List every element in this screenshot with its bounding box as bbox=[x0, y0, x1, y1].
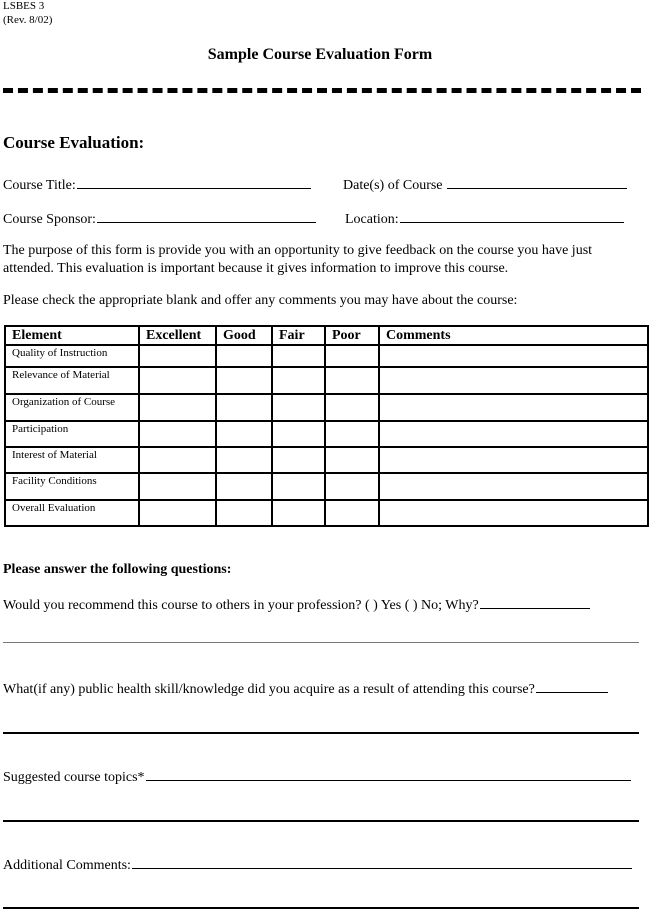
table-row bbox=[5, 421, 648, 447]
fair-cell[interactable] bbox=[272, 367, 325, 394]
excellent-cell[interactable] bbox=[139, 394, 216, 421]
location-field bbox=[345, 209, 624, 229]
row-label: Interest of Material bbox=[5, 447, 139, 473]
poor-cell[interactable] bbox=[325, 394, 379, 421]
table-row bbox=[5, 500, 648, 526]
instruction-text: Please check the appropriate blank and offer any comments you may have about the course: bbox=[3, 293, 518, 308]
comments-cell[interactable] bbox=[379, 447, 648, 473]
table-row bbox=[5, 473, 648, 500]
answer-line-comments[interactable] bbox=[3, 907, 639, 909]
fair-cell[interactable] bbox=[272, 394, 325, 421]
excellent-cell[interactable] bbox=[139, 421, 216, 447]
fair-cell[interactable] bbox=[272, 421, 325, 447]
fair-cell[interactable] bbox=[272, 500, 325, 526]
excellent-cell[interactable] bbox=[139, 500, 216, 526]
page-title: Sample Course Evaluation Form bbox=[207, 46, 433, 63]
evaluation-table bbox=[4, 325, 649, 527]
table-row bbox=[5, 345, 648, 367]
location-blank[interactable] bbox=[400, 209, 624, 223]
excellent-cell[interactable] bbox=[139, 473, 216, 500]
sponsor-blank[interactable] bbox=[97, 209, 316, 223]
good-cell[interactable] bbox=[216, 473, 272, 500]
course-title-field bbox=[3, 175, 311, 195]
comments-cell[interactable] bbox=[379, 345, 648, 367]
poor-cell[interactable] bbox=[325, 447, 379, 473]
question-skill bbox=[3, 679, 608, 699]
excellent-cell[interactable] bbox=[139, 447, 216, 473]
location-label: Location: bbox=[345, 212, 399, 227]
table-row bbox=[5, 367, 648, 394]
question-recommend bbox=[3, 595, 590, 615]
col-poor: Poor bbox=[325, 326, 379, 345]
course-title-blank[interactable] bbox=[77, 175, 311, 189]
poor-cell[interactable] bbox=[325, 421, 379, 447]
row-label: Overall Evaluation bbox=[5, 500, 139, 526]
comments-cell[interactable] bbox=[379, 367, 648, 394]
col-excellent: Excellent bbox=[139, 326, 216, 345]
dates-field bbox=[343, 175, 627, 195]
row-label: Quality of Instruction bbox=[5, 345, 139, 367]
poor-cell[interactable] bbox=[325, 367, 379, 394]
answer-line-topics[interactable] bbox=[3, 820, 639, 822]
why-blank[interactable] bbox=[480, 595, 590, 609]
row-label: Participation bbox=[5, 421, 139, 447]
good-cell[interactable] bbox=[216, 500, 272, 526]
poor-cell[interactable] bbox=[325, 500, 379, 526]
row-label: Relevance of Material bbox=[5, 367, 139, 394]
question-topics-text: Suggested course topics* bbox=[3, 770, 145, 785]
answer-line-recommend[interactable] bbox=[3, 642, 639, 643]
topics-blank[interactable] bbox=[146, 767, 631, 781]
row-label: Facility Conditions bbox=[5, 473, 139, 500]
comments-cell[interactable] bbox=[379, 473, 648, 500]
question-skill-text: What(if any) public health skill/knowledge did you acquire as a result of attending this course? bbox=[3, 682, 535, 697]
fair-cell[interactable] bbox=[272, 473, 325, 500]
comments-cell[interactable] bbox=[379, 394, 648, 421]
good-cell[interactable] bbox=[216, 447, 272, 473]
question-comments-text: Additional Comments: bbox=[3, 858, 131, 873]
fair-cell[interactable] bbox=[272, 447, 325, 473]
comments-cell[interactable] bbox=[379, 500, 648, 526]
skill-blank[interactable] bbox=[536, 679, 608, 693]
poor-cell[interactable] bbox=[325, 345, 379, 367]
good-cell[interactable] bbox=[216, 394, 272, 421]
question-comments bbox=[3, 855, 632, 875]
comments-cell[interactable] bbox=[379, 421, 648, 447]
col-element: Element bbox=[5, 326, 139, 345]
poor-cell[interactable] bbox=[325, 473, 379, 500]
course-title-label: Course Title: bbox=[3, 178, 76, 193]
good-cell[interactable] bbox=[216, 367, 272, 394]
col-good: Good bbox=[216, 326, 272, 345]
col-comments: Comments bbox=[379, 326, 648, 345]
form-revision: (Rev. 8/02) bbox=[3, 14, 53, 26]
row-label: Organization of Course bbox=[5, 394, 139, 421]
col-fair: Fair bbox=[272, 326, 325, 345]
good-cell[interactable] bbox=[216, 345, 272, 367]
dashed-divider bbox=[3, 88, 641, 93]
table-row bbox=[5, 394, 648, 421]
dates-blank[interactable] bbox=[447, 175, 627, 189]
excellent-cell[interactable] bbox=[139, 345, 216, 367]
dates-label: Date(s) of Course bbox=[343, 178, 443, 193]
fair-cell[interactable] bbox=[272, 345, 325, 367]
question-topics bbox=[3, 767, 639, 787]
question-recommend-text: Would you recommend this course to others in your profession? ( ) Yes ( ) No; Why? bbox=[3, 598, 479, 613]
sponsor-label: Course Sponsor: bbox=[3, 212, 96, 227]
section-heading: Course Evaluation: bbox=[3, 133, 145, 152]
form-code: LSBES 3 bbox=[3, 0, 45, 12]
good-cell[interactable] bbox=[216, 421, 272, 447]
table-row bbox=[5, 447, 648, 473]
excellent-cell[interactable] bbox=[139, 367, 216, 394]
comments-blank[interactable] bbox=[132, 855, 632, 869]
questions-heading: Please answer the following questions: bbox=[3, 562, 232, 577]
intro-paragraph: The purpose of this form is provide you with an opportunity to give feedback on the course you have just attended. This evaluation is important because it gives information to improve this course. bbox=[3, 243, 593, 276]
table-header-row bbox=[5, 326, 648, 345]
sponsor-field bbox=[3, 209, 316, 229]
answer-line-skill[interactable] bbox=[3, 732, 639, 734]
